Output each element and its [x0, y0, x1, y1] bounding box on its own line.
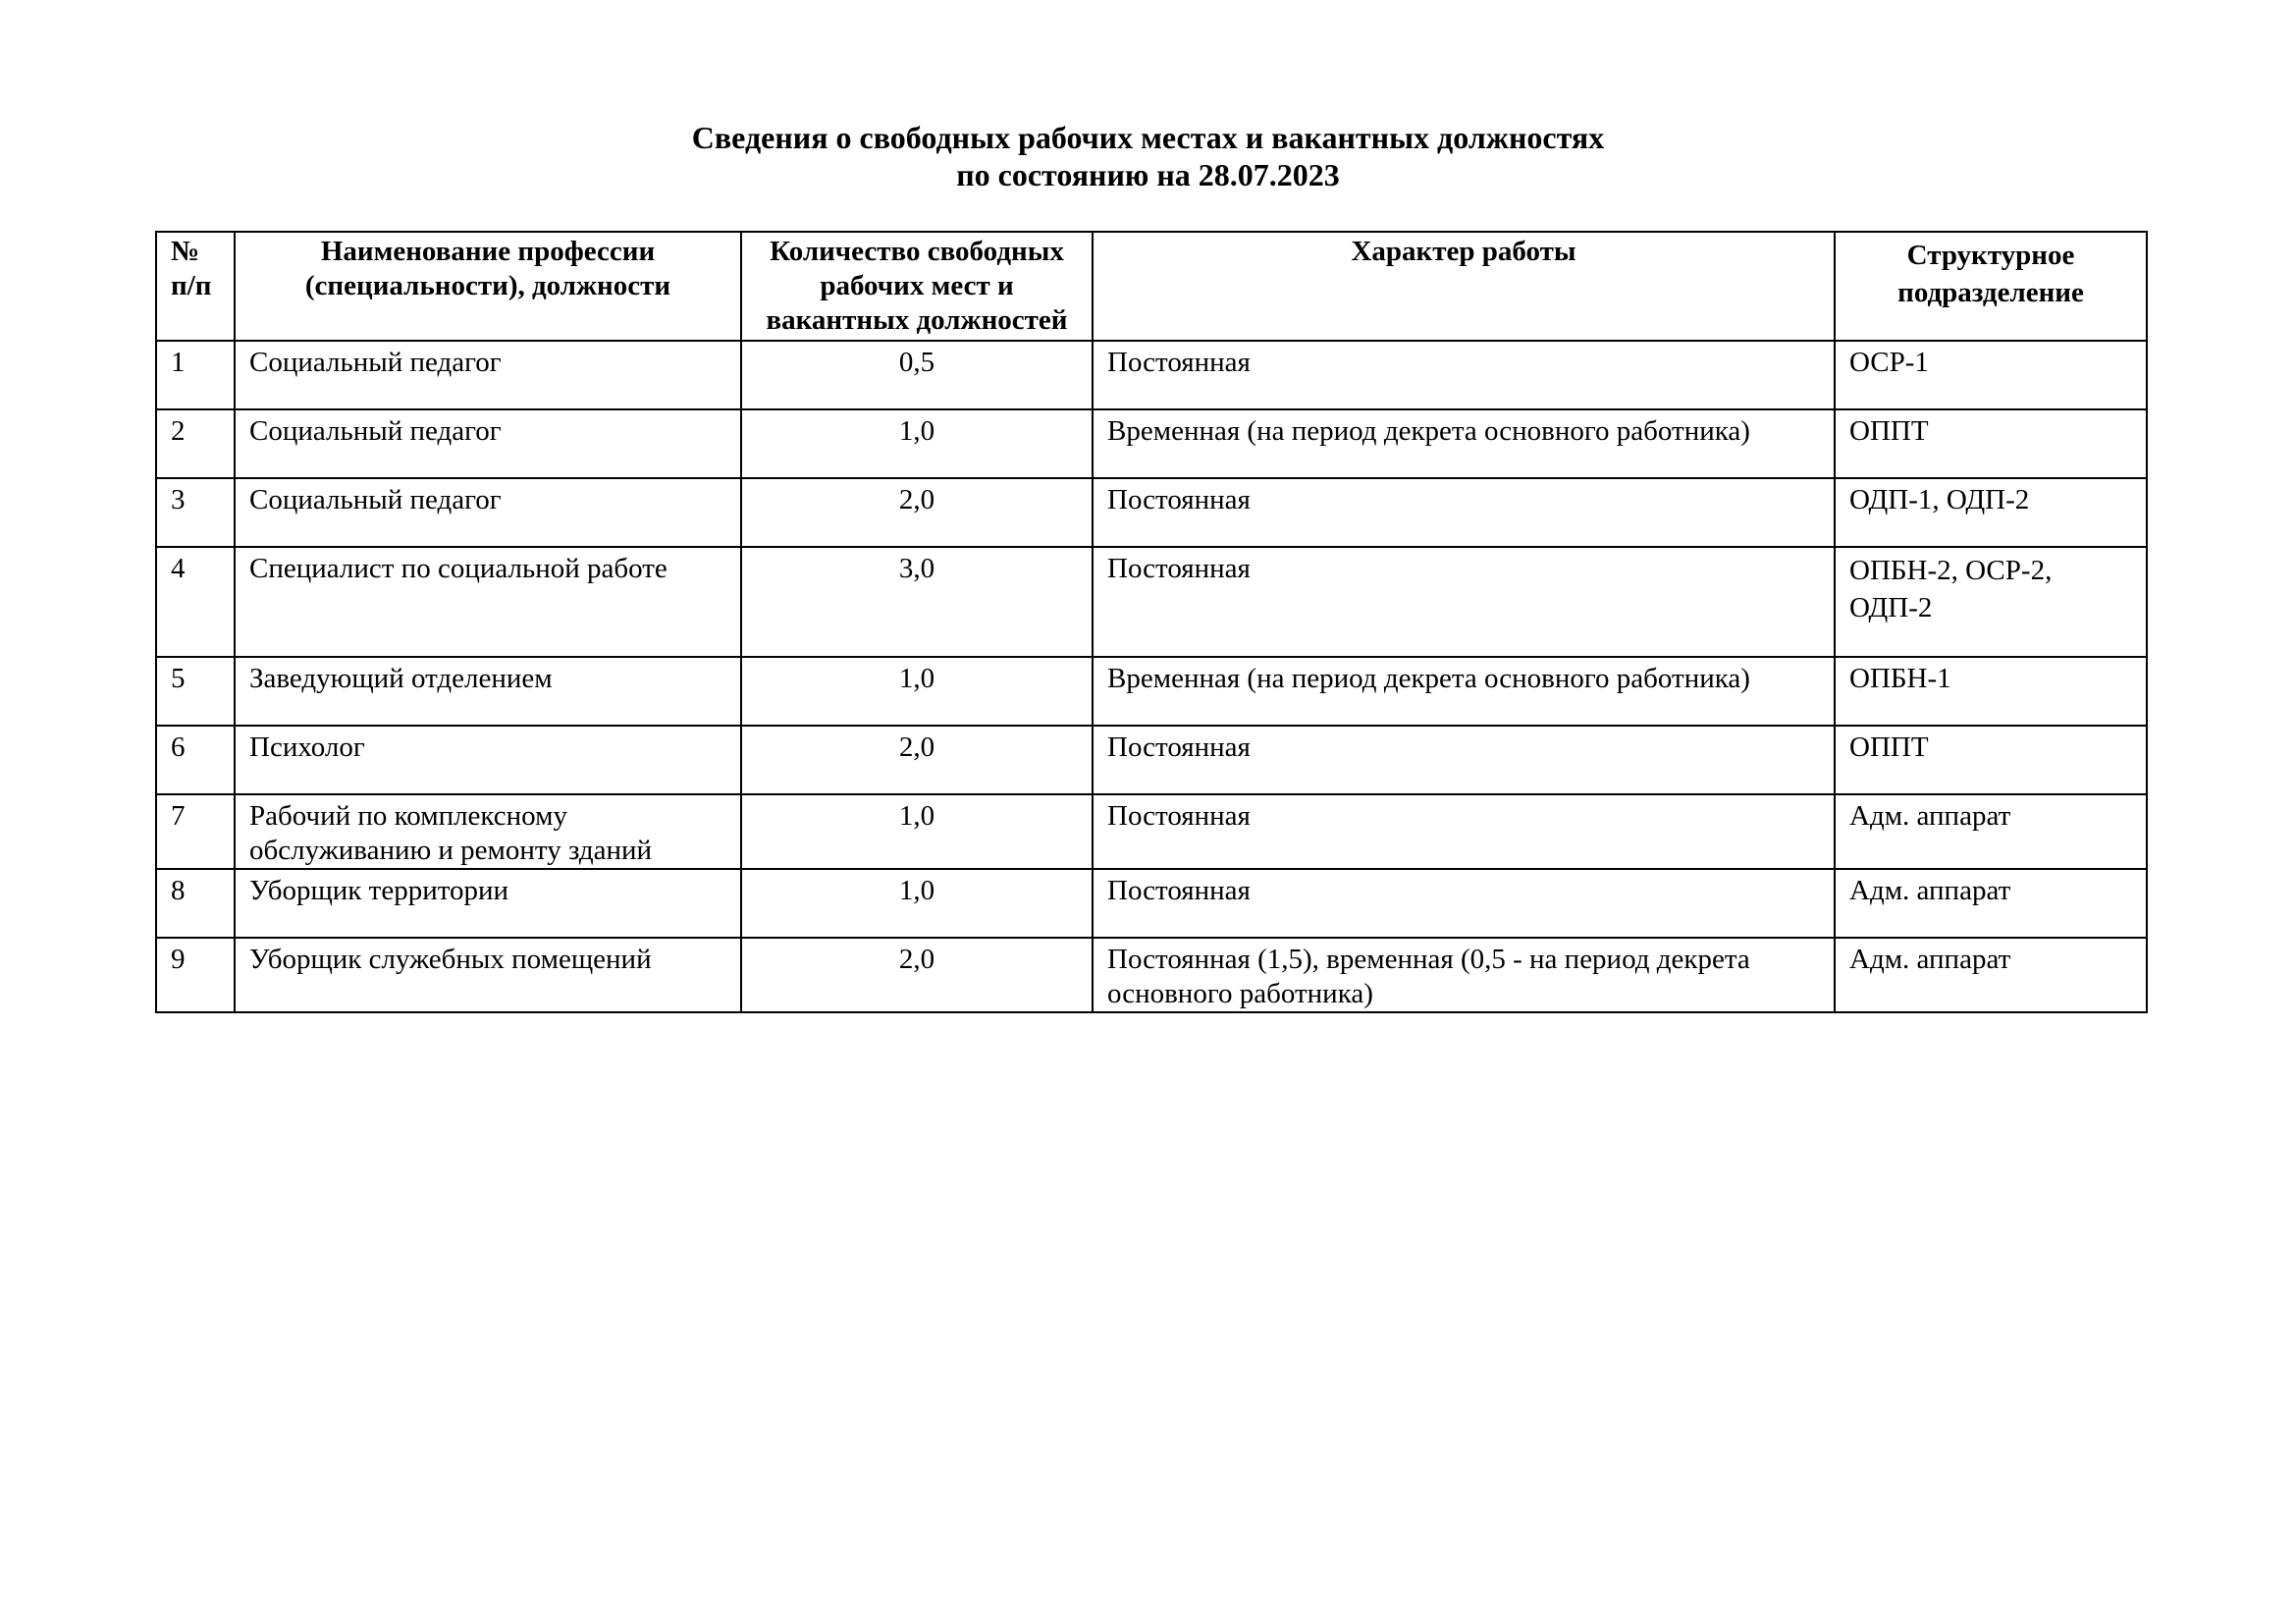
row-unit: ОППТ: [1835, 409, 2147, 478]
row-nature: Временная (на период декрета основного работника): [1093, 409, 1835, 478]
row-nature: Постоянная: [1093, 794, 1835, 869]
table-row: [156, 794, 2147, 869]
row-num: 5: [156, 657, 235, 726]
row-unit: ОПБН-2, ОСР-2, ОДП-2: [1835, 547, 2147, 657]
header-unit: Структурное подразделение: [1835, 232, 2147, 341]
table-row: [156, 341, 2147, 409]
document-title: Сведения о свободных рабочих местах и вакантных должностях: [691, 120, 1605, 155]
row-quantity: 1,0: [741, 409, 1093, 478]
table-row: [156, 869, 2147, 938]
row-quantity: 2,0: [741, 726, 1093, 794]
row-num: 3: [156, 478, 235, 547]
row-profession: Психолог: [235, 726, 741, 794]
row-profession: Заведующий отделением: [235, 657, 741, 726]
row-quantity: 0,5: [741, 341, 1093, 409]
row-num: 4: [156, 547, 235, 657]
table-row: [156, 478, 2147, 547]
row-num: 2: [156, 409, 235, 478]
row-num: 7: [156, 794, 235, 869]
row-nature: Постоянная: [1093, 869, 1835, 938]
row-unit: ОСР-1: [1835, 341, 2147, 409]
row-quantity: 2,0: [741, 938, 1093, 1012]
row-nature: Постоянная: [1093, 341, 1835, 409]
row-unit: ОДП-1, ОДП-2: [1835, 478, 2147, 547]
row-quantity: 1,0: [741, 657, 1093, 726]
header-profession: Наименование профессии (специальности), должности: [235, 232, 741, 341]
header-nature: Характер работы: [1093, 232, 1835, 341]
row-unit: ОППТ: [1835, 726, 2147, 794]
row-nature: Постоянная: [1093, 726, 1835, 794]
header-num: № п/п: [156, 232, 235, 341]
row-nature: Постоянная: [1093, 547, 1835, 657]
table-row: [156, 547, 2147, 657]
row-unit: Адм. аппарат: [1835, 869, 2147, 938]
row-profession: Уборщик территории: [235, 869, 741, 938]
row-quantity: 3,0: [741, 547, 1093, 657]
row-unit: Адм. аппарат: [1835, 794, 2147, 869]
row-profession: Социальный педагог: [235, 478, 741, 547]
vacancies-table: [155, 231, 2148, 1013]
document-subtitle: по состоянию на 28.07.2023: [956, 157, 1340, 192]
row-profession: Специалист по социальной работе: [235, 547, 741, 657]
row-quantity: 1,0: [741, 869, 1093, 938]
row-profession: Уборщик служебных помещений: [235, 938, 741, 1012]
row-profession: Рабочий по комплексному обслуживанию и ремонту зданий: [235, 794, 741, 869]
table-header-row: [156, 232, 2147, 341]
row-num: 9: [156, 938, 235, 1012]
header-quantity: Количество свободных рабочих мест и вакантных должностей: [741, 232, 1093, 341]
table-row: [156, 938, 2147, 1012]
table-row: [156, 657, 2147, 726]
row-unit: Адм. аппарат: [1835, 938, 2147, 1012]
row-profession: Социальный педагог: [235, 341, 741, 409]
row-nature: Постоянная (1,5), временная (0,5 - на период декрета основного работника): [1093, 938, 1835, 1012]
table-row: [156, 726, 2147, 794]
row-quantity: 1,0: [741, 794, 1093, 869]
row-unit: ОПБН-1: [1835, 657, 2147, 726]
row-nature: Постоянная: [1093, 478, 1835, 547]
row-profession: Социальный педагог: [235, 409, 741, 478]
row-num: 8: [156, 869, 235, 938]
table-row: [156, 409, 2147, 478]
row-num: 6: [156, 726, 235, 794]
row-quantity: 2,0: [741, 478, 1093, 547]
row-nature: Временная (на период декрета основного работника): [1093, 657, 1835, 726]
row-num: 1: [156, 341, 235, 409]
